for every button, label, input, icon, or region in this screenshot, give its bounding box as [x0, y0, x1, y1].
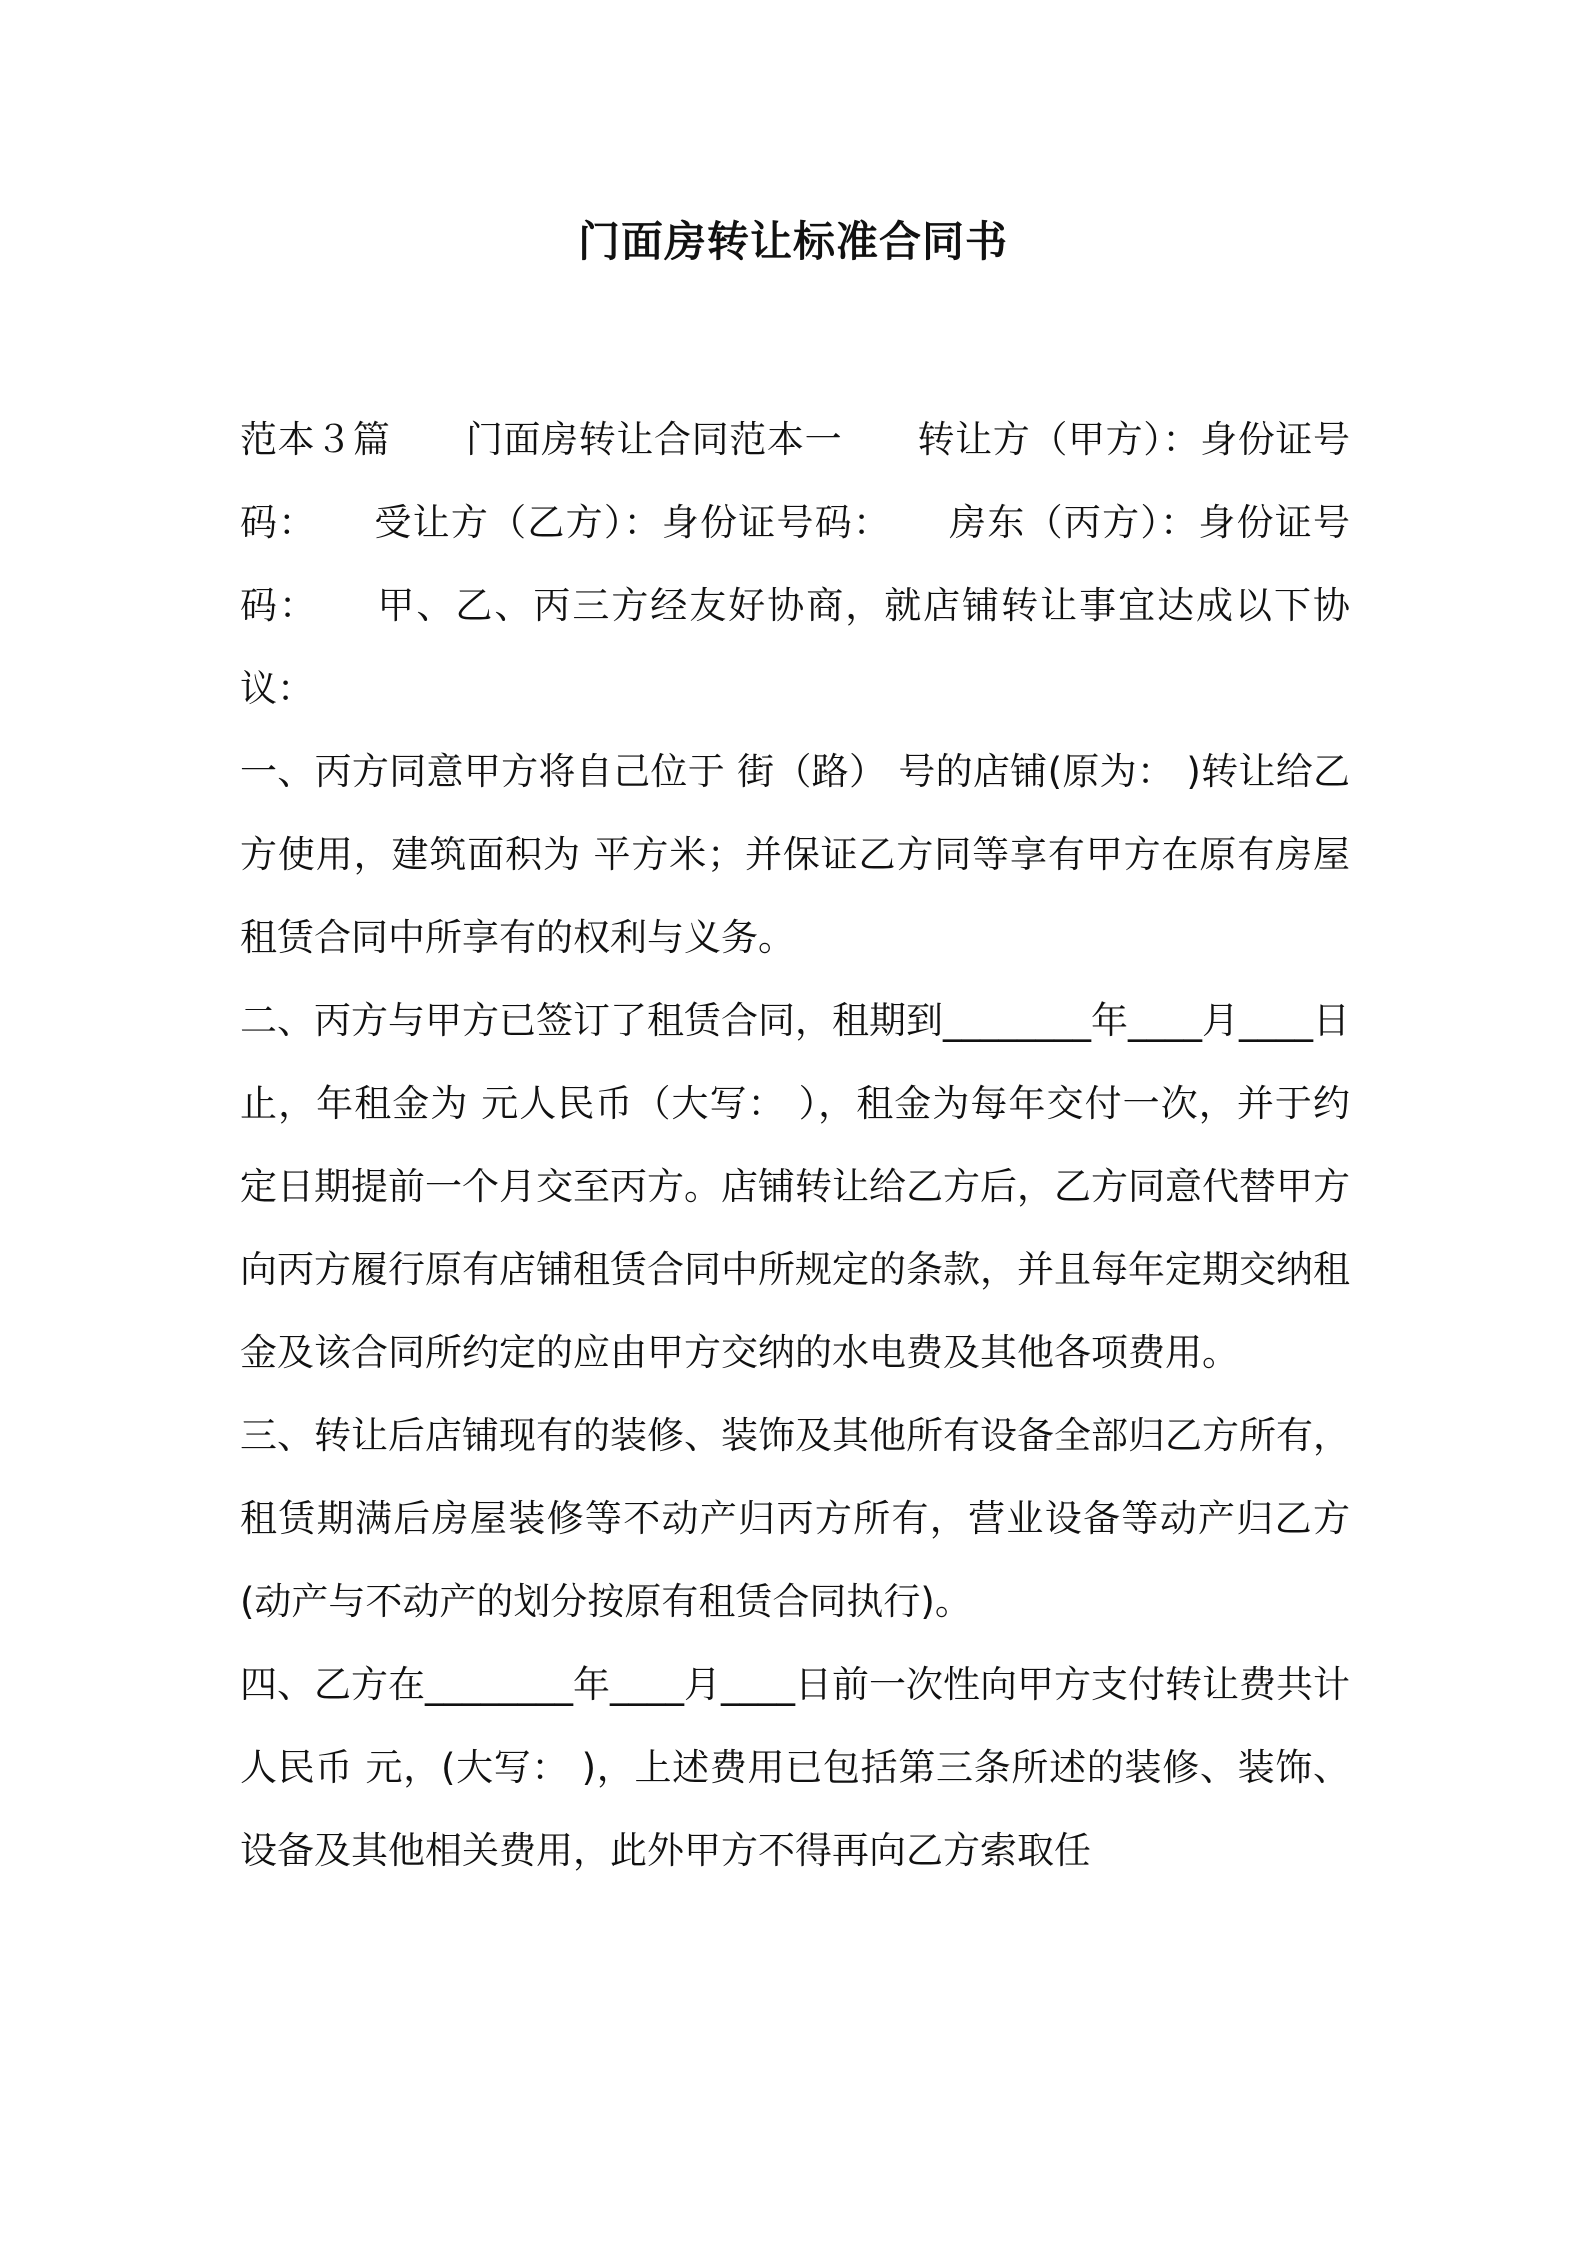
- clause-2-paragraph: 二、丙方与甲方已签订了租赁合同，租期到________年____月____日止，年租金为 元人民币（大写： ），租金为每年交付一次，并于约定日期提前一个月交至丙方。店铺转让给乙方后，乙方同意代替甲方向丙方履行原有店铺租赁合同中所规定的条款，并且每年定期交纳租金及该合同所约定的应由甲方交纳的水电费及其他各项费用。: [240, 999, 1350, 1374]
- document-body: [240, 398, 1350, 1892]
- intro-paragraph: 范本３篇 门面房转让合同范本一 转让方（甲方）：身份证号码： 受让方（乙方）：身份证号码： 房东（丙方）：身份证号码： 甲、乙、丙三方经友好协商，就店铺转让事宜达成以下协议：: [240, 418, 1350, 710]
- document-title: 门面房转让标准合同书: [577, 217, 1008, 266]
- clause-1-paragraph: 一、丙方同意甲方将自己位于 街（路） 号的店铺(原为： )转让给乙方使用，建筑面积为 平方米；并保证乙方同等享有甲方在原有房屋租赁合同中所享有的权利与义务。: [240, 750, 1350, 959]
- clause-3-paragraph: 三、转让后店铺现有的装修、装饰及其他所有设备全部归乙方所有，租赁期满后房屋装修等不动产归丙方所有，营业设备等动产归乙方(动产与不动产的划分按原有租赁合同执行)。: [240, 1414, 1350, 1623]
- clause-4-paragraph: 四、乙方在________年____月____日前一次性向甲方支付转让费共计人民币 元，(大写： )，上述费用已包括第三条所述的装修、装饰、设备及其他相关费用，此外甲方不得再向乙方索取任: [240, 1663, 1350, 1872]
